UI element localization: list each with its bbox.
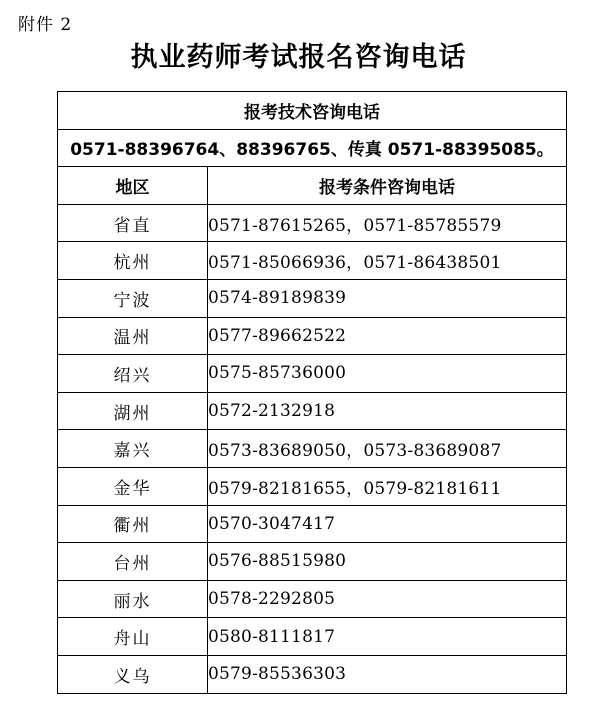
table-row [58, 618, 567, 656]
phone-column-header: 报考条件咨询电话 [208, 167, 567, 205]
region-cell: 台州 [58, 543, 208, 581]
phone-cell: 0574-89189839 [208, 279, 567, 317]
table-row [58, 279, 567, 317]
phone-cell: 0579-85536303 [208, 655, 567, 693]
region-cell: 温州 [58, 317, 208, 355]
attachment-label: 附件 2 [18, 15, 73, 35]
phone-cell: 0573-83689050，0573-83689087 [208, 430, 567, 468]
table-row [58, 655, 567, 693]
table-row [58, 317, 567, 355]
phone-cell: 0570-3047417 [208, 505, 567, 543]
table-row [58, 543, 567, 581]
phone-cell: 0580-8111817 [208, 618, 567, 656]
phone-cell: 0571-87615265，0571-85785579 [208, 204, 567, 242]
region-cell: 衢州 [58, 505, 208, 543]
region-cell: 嘉兴 [58, 430, 208, 468]
tech-section-numbers-row [58, 129, 567, 167]
column-header-row [58, 167, 567, 205]
region-cell: 宁波 [58, 279, 208, 317]
table-row [58, 430, 567, 468]
phone-cell: 0579-82181655，0579-82181611 [208, 467, 567, 505]
phone-cell: 0571-85066936，0571-86438501 [208, 242, 567, 280]
table-row [58, 467, 567, 505]
phone-cell: 0577-89662522 [208, 317, 567, 355]
contact-table-body [58, 92, 567, 694]
table-row [58, 505, 567, 543]
region-cell: 金华 [58, 467, 208, 505]
phone-cell: 0575-85736000 [208, 355, 567, 393]
region-cell: 舟山 [58, 618, 208, 656]
table-row [58, 242, 567, 280]
table-row [58, 355, 567, 393]
region-cell: 杭州 [58, 242, 208, 280]
document-title: 执业药师考试报名咨询电话 [130, 42, 467, 73]
tech-section-header: 报考技术咨询电话 [58, 92, 567, 130]
contact-table [57, 91, 567, 694]
region-cell: 绍兴 [58, 355, 208, 393]
table-row [58, 580, 567, 618]
tech-section-numbers: 0571-88396764、88396765、传真 0571-88395085。 [58, 129, 567, 167]
region-cell: 义乌 [58, 655, 208, 693]
region-column-header: 地区 [58, 167, 208, 205]
region-cell: 丽水 [58, 580, 208, 618]
table-row [58, 204, 567, 242]
phone-cell: 0572-2132918 [208, 392, 567, 430]
phone-cell: 0576-88515980 [208, 543, 567, 581]
tech-section-header-row [58, 92, 567, 130]
region-cell: 湖州 [58, 392, 208, 430]
table-row [58, 392, 567, 430]
phone-cell: 0578-2292805 [208, 580, 567, 618]
region-cell: 省直 [58, 204, 208, 242]
